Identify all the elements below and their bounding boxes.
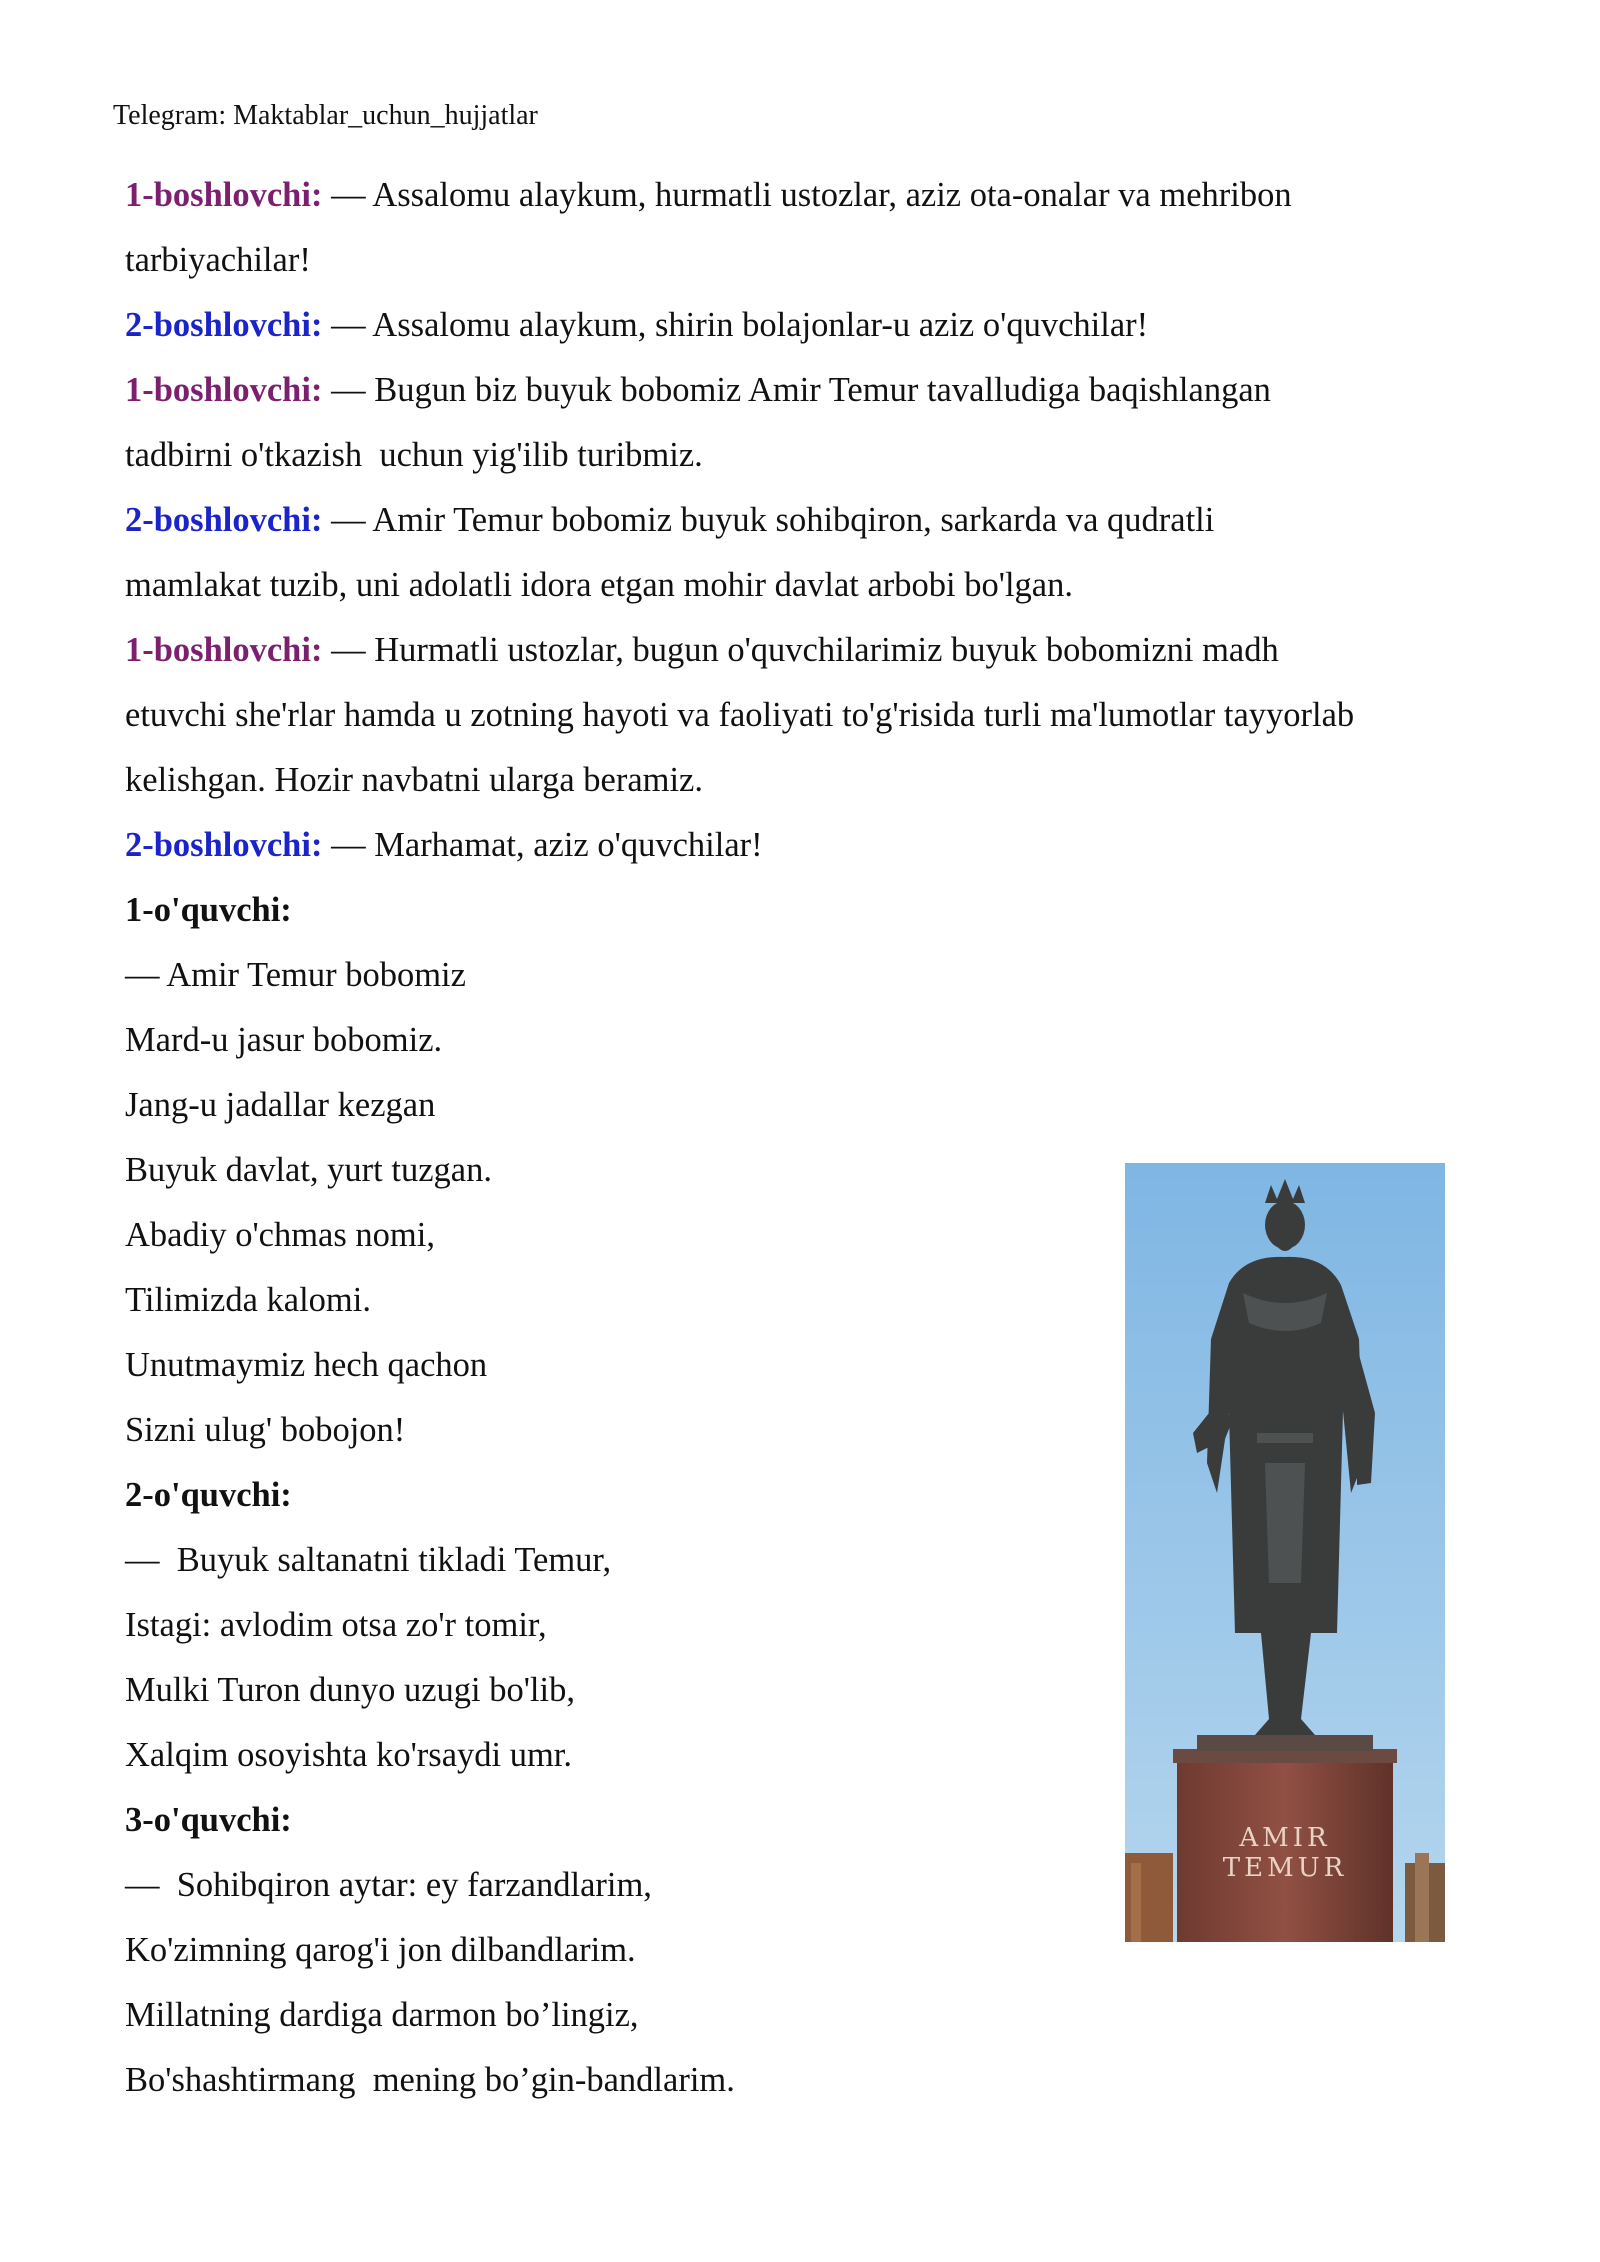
plaque-line-2: TEMUR (1222, 1853, 1348, 1883)
dialogue-text: etuvchi she'rlar hamda u zotning hayoti va faoliyati to'g'risida turli ma'lumotlar tayyorlab (125, 696, 1355, 734)
poem-line: — Buyuk saltanatni tikladi Temur, (125, 1541, 612, 1579)
dialogue-line (125, 423, 1485, 488)
speaker-host1: 1-boshlovchi: (125, 371, 323, 409)
dialogue-line (125, 163, 1485, 228)
reader-heading: 3-o'quvchi: (125, 1801, 292, 1839)
dialogue-line (125, 553, 1485, 618)
poem-line: Tilimizda kalomi. (125, 1281, 371, 1319)
dialogue-text: kelishgan. Hozir navbatni ularga beramiz. (125, 761, 703, 799)
dialogue-line (125, 813, 1485, 878)
dialogue-line (125, 618, 1485, 683)
poem-line: Istagi: avlodim otsa zo'r tomir, (125, 1606, 547, 1644)
reader-heading: 1-o'quvchi: (125, 891, 292, 929)
dialogue-text: tadbirni o'tkazish uchun yig'ilib turibmiz. (125, 436, 703, 474)
reader-heading: 2-o'quvchi: (125, 1476, 292, 1514)
poem-line: Ko'zimning qarog'i jon dilbandlarim. (125, 1931, 636, 1969)
dialogue-line (125, 748, 1485, 813)
dialogue-line (125, 488, 1485, 553)
header-text: Telegram: Maktablar_uchun_hujjatlar (113, 100, 538, 131)
poem-line: Unutmaymiz hech qachon (125, 1346, 488, 1384)
poem-line: Abadiy o'chmas nomi, (125, 1216, 435, 1254)
poem-line: Bo'shashtirmang mening bo’gin-bandlarim. (125, 2061, 735, 2099)
dialogue-text: mamlakat tuzib, uni adolatli idora etgan mohir davlat arbobi bo'lgan. (125, 566, 1073, 604)
plaque-line-1: AMIR (1239, 1823, 1331, 1853)
poem-line: Mard-u jasur bobomiz. (125, 1021, 443, 1059)
poem-line: Jang-u jadallar kezgan (125, 1086, 436, 1124)
dialogue-text: — Assalomu alaykum, shirin bolajonlar-u aziz o'quvchilar! (322, 306, 1149, 344)
speaker-host1: 1-boshlovchi: (125, 176, 323, 214)
poem-line: Millatning dardiga darmon bo’lingiz, (125, 1996, 639, 2034)
dialogue-text: tarbiyachilar! (125, 241, 311, 279)
dialogue-text: — Hurmatli ustozlar, bugun o'quvchilarimiz buyuk bobomizni madh (322, 631, 1279, 669)
dialogue-text: — Bugun biz buyuk bobomiz Amir Temur tavalludiga baqishlangan (322, 371, 1271, 409)
speaker-host2: 2-boshlovchi: (125, 826, 323, 864)
poem-line: Mulki Turon dunyo uzugi bo'lib, (125, 1671, 575, 1709)
dialogue-line (125, 683, 1485, 748)
poem-line: — Sohibqiron aytar: ey farzandlarim, (125, 1866, 652, 1904)
speaker-host2: 2-boshlovchi: (125, 306, 323, 344)
dialogue-line (125, 358, 1485, 423)
dialogue-line (125, 293, 1485, 358)
dialogue-text: — Assalomu alaykum, hurmatli ustozlar, aziz ota-onalar va mehribon (322, 176, 1292, 214)
poem-line: Sizni ulug' bobojon! (125, 1411, 406, 1449)
speaker-host2: 2-boshlovchi: (125, 501, 323, 539)
poem-line: Buyuk davlat, yurt tuzgan. (125, 1151, 492, 1189)
poem-line: Xalqim osoyishta ko'rsaydi umr. (125, 1736, 573, 1774)
dialogue-text: — Amir Temur bobomiz buyuk sohibqiron, sarkarda va qudratli (322, 501, 1215, 539)
dialogue-line (125, 228, 1485, 293)
dialogue-text: — Marhamat, aziz o'quvchilar! (322, 826, 763, 864)
poem-line: — Amir Temur bobomiz (125, 956, 466, 994)
speaker-host1: 1-boshlovchi: (125, 631, 323, 669)
